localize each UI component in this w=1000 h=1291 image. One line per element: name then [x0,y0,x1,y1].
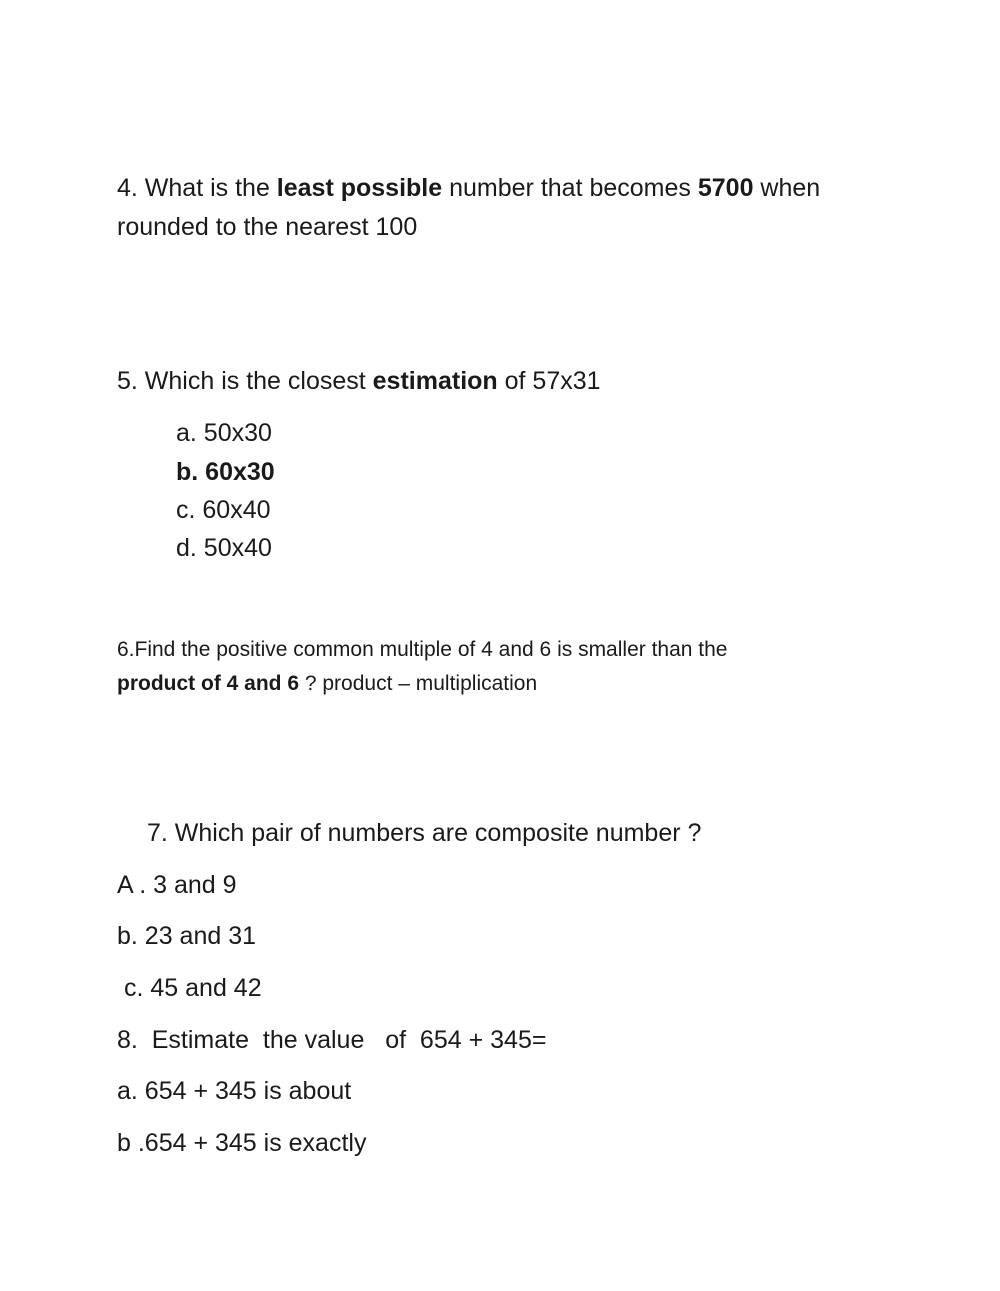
q6-line-2 [117,671,537,697]
q5-question [117,366,601,396]
q8-question: 8. Estimate the value of 654 + 345= [117,1026,547,1054]
q4-line-1 [117,173,820,203]
q5-option-d: d. 50x40 [176,534,272,562]
q5-text-suffix: of 57x31 [497,367,601,395]
q5-option-c: c. 60x40 [176,496,271,524]
q7-option-c: c. 45 and 42 [124,974,262,1002]
q7-option-a: A . 3 and 9 [117,871,237,899]
q5-option-a: a. 50x30 [176,419,272,447]
q8-option-b: b .654 + 345 is exactly [117,1129,367,1157]
q6-bold-product: product of 4 and 6 [117,672,300,695]
q4-bold-least-possible: least possible [276,174,443,202]
q5-text-prefix: 5. Which is the closest [117,367,373,395]
q4-line-2: rounded to the nearest 100 [117,213,418,241]
q6-line-1: 6.Find the positive common multiple of 4 and 6 is smaller than the [117,638,728,661]
q7-question: 7. Which pair of numbers are composite number ? [147,819,702,847]
q6-text-rest: ? product – multiplication [299,672,538,695]
q4-text-suffix: when [753,174,821,202]
q8-option-a: a. 654 + 345 is about [117,1077,352,1105]
q5-bold-estimation: estimation [372,367,498,395]
q5-option-b: b. 60x30 [176,458,275,486]
q7-option-b: b. 23 and 31 [117,922,257,950]
q4-text-mid: number that becomes [442,174,698,202]
q4-text-prefix: 4. What is the [117,174,277,202]
q4-bold-5700: 5700 [697,174,754,202]
